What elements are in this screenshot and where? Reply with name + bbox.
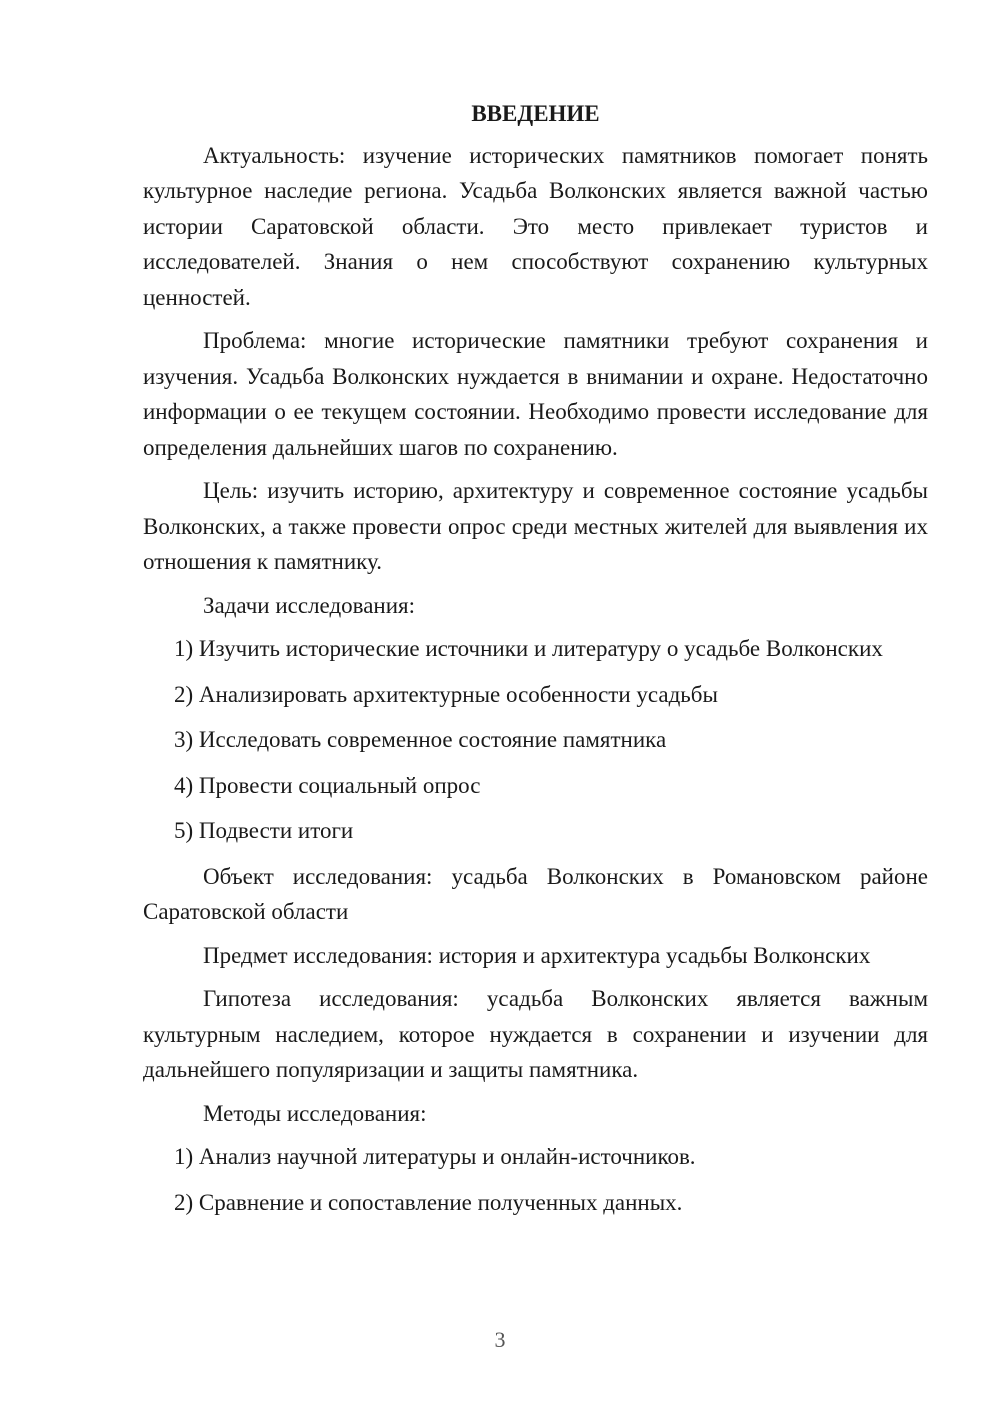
object-paragraph: Объект исследования: усадьба Волконских в Романовском районе Саратовской области <box>143 863 928 924</box>
task-item: 4) Провести социальный опрос <box>174 772 481 798</box>
page-content <box>143 96 928 1230</box>
relevance-paragraph: Актуальность: изучение исторических памятников помогает понять культурное наследие региона. Усадьба Волконских является важной частью истории Саратовской области. Это место привлекает туристов и исследователей. Знания о нем способствуют сохранению культурных ценностей. <box>143 142 928 310</box>
methods-heading: Методы исследования: <box>203 1100 427 1126</box>
problem-paragraph: Проблема: многие исторические памятники требуют сохранения и изучения. Усадьба Волконских нуждается в внимании и охране. Недостаточно информации о ее текущем состоянии. Необходимо провести исследование для определения дальнейших шагов по сохранению. <box>143 328 928 460</box>
method-item: 2) Сравнение и сопоставление полученных данных. <box>174 1189 683 1215</box>
task-item: 5) Подвести итоги <box>174 818 354 843</box>
task-item: 2) Анализировать архитектурные особенности усадьбы <box>174 681 718 707</box>
page-number: 3 <box>494 1327 506 1352</box>
section-title: ВВЕДЕНИЕ <box>471 101 600 126</box>
subject-paragraph: Предмет исследования: история и архитектура усадьбы Волконских <box>203 942 871 968</box>
goal-paragraph: Цель: изучить историю, архитектуру и современное состояние усадьбы Волконских, а также провести опрос среди местных жителей для выявления их отношения к памятнику. <box>143 478 928 574</box>
method-item: 1) Анализ научной литературы и онлайн-источников. <box>174 1144 696 1169</box>
tasks-heading: Задачи исследования: <box>203 592 416 618</box>
hypothesis-paragraph: Гипотеза исследования: усадьба Волконских является важным культурным наследием, которое нуждается в сохранении и изучении для дальнейшего популяризации и защиты памятника. <box>143 986 928 1082</box>
task-item: 1) Изучить исторические источники и литературу о усадьбе Волконских <box>174 636 883 661</box>
task-item: 3) Исследовать современное состояние памятника <box>174 727 667 752</box>
